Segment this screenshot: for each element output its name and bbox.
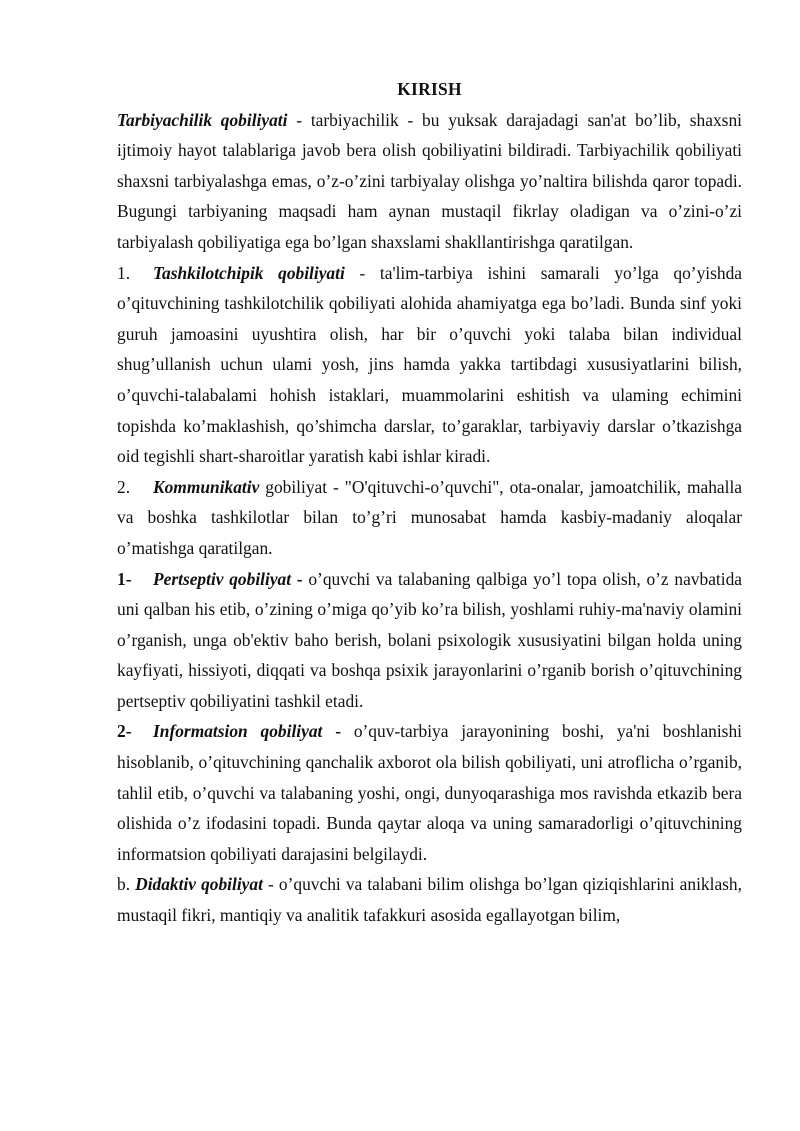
item-number: 1. xyxy=(117,262,131,283)
paragraph-didaktiv xyxy=(117,869,742,930)
term-informatsion: Informatsion qobiliyat xyxy=(153,721,323,742)
term-pertseptiv: Pertseptiv qobiliyat xyxy=(153,568,292,589)
paragraph-kommunikativ xyxy=(117,472,742,564)
item-number: 2- xyxy=(117,721,132,742)
term-separator: - xyxy=(344,262,380,283)
paragraph-text: gobiliyat - "O'qituvchi-o’quvchi", ota-onalar, jamoatchilik, mahalla va boshka tashkilotlar bilan to’g’ri munosabat hamda kasbiy-madaniy aloqalar o’matishga qaratilgan. xyxy=(117,476,742,558)
item-number: b. xyxy=(117,874,131,895)
paragraph-text: ta'lim-tarbiya ishini samarali yo’lga qo’yishda o’qituvchining tashkilotchilik qobiliyati alohida ahamiyatga ega bo’ladi. Bunda sinf yoki guruh jamoasini uyushtira olish, har bir o’quvchi yoki talaba bilan individual shug’ullanish uchun ulami yosh, jins hamda yakka tartibdagi xususiyatlarini bilish, o’quvchi-talabalami hohish istaklari, muammolarini eshitish va ulaming echimini topishda ko’maklashish, qo’shimcha darslar, to’garaklar, tarbiyaviy darslar o’tkazishga oid tegishli shart-sharoitlar yaratish kabi ishlar kiradi. xyxy=(117,262,742,467)
term-kommunikativ: Kommunikativ xyxy=(153,476,260,497)
paragraph-tashkilotchilik xyxy=(117,258,742,472)
term-tashkilotchilik: Tashkilotchipik qobiliyati xyxy=(153,262,345,283)
paragraph-text: o’quvchi va talabaning qalbiga yo’l topa olish, o’z navbatida uni qalban his etib, o’zining o’miga qo’yib ko’ra bilish, yoshlami ruhiy-ma'naviy olamini o’rganish, unga ob'ektiv baho berish, bolani psixologik xususiyatini bilgan holda uning kayfiyati, hissiyoti, diqqati va boshqa psixik jarayonlarini o’rganib borish o’qituvchining pertseptiv qobiliyatini tashkil etadi. xyxy=(117,568,742,711)
paragraph-text: o’quv-tarbiya jarayonining boshi, ya'ni boshlanishi hisoblanib, o’qituvchining qanchalik axborot ola bilish qobiliyati, uni atroflicha o’rganib, tahlil etib, o’quvchi va talabaning yoshi, ongi, dunyoqarashiga mos ravishda etkazib bera olishida o’z ifodasini topadi. Bunda qaytar aloqa va uning samaradorligi o’qituvchining informatsion qobiliyati darajasini belgilaydi. xyxy=(117,721,742,864)
term-separator: - xyxy=(287,109,311,130)
term-separator: - xyxy=(262,874,279,895)
paragraph-text: tarbiyachilik - bu yuksak darajadagi san'at bo’lib, shaxsni ijtimoiy hayot talablariga javob bera olish qobiliyatini bildiradi. Tarbiyachilik qobiliyati shaxsni tarbiyalashga emas, o’z-o’zini tarbiyalay olishga yo’naltira bilishda qaror topadi. Bugungi tarbiyaning maqsadi ham aynan mustaqil fikrlay oladigan va o’zini-o’zi tarbiyalash qobiliyatiga ega bo’lgan shaxslami shakllantirishga qaratilgan. xyxy=(117,109,742,252)
paragraph-text: o’quvchi va talabani bilim olishga bo’lgan qiziqishlarini aniklash, mustaqil fikri, mantiqiy va analitik tafakkuri asosida egallayotgan bilim, xyxy=(117,874,742,926)
paragraph-tarbiyachilik xyxy=(117,105,742,258)
term-separator: - xyxy=(291,568,309,589)
document-body xyxy=(117,74,742,931)
term-separator: - xyxy=(322,721,354,742)
page-title: KIRISH xyxy=(397,79,462,99)
term-didaktiv: Didaktiv qobiliyat xyxy=(135,874,263,895)
paragraph-pertseptiv xyxy=(117,564,742,717)
paragraph-informatsion xyxy=(117,716,742,869)
term-tarbiyachilik: Tarbiyachilik qobiliyati xyxy=(117,109,288,130)
item-number: 2. xyxy=(117,476,131,497)
item-number: 1- xyxy=(117,568,132,589)
